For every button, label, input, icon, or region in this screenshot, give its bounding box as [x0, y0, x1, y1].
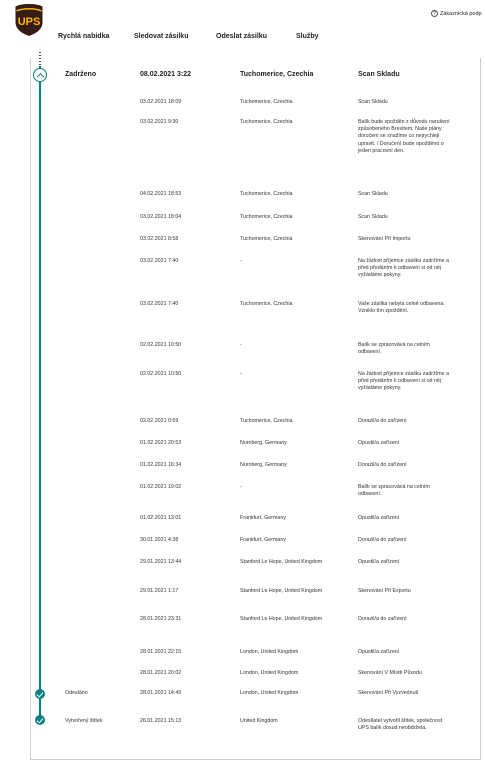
- event-activity: Dorazil/a do zařízení: [358, 537, 407, 543]
- event-status: Odesláno: [65, 690, 88, 696]
- event-activity: Skenování V Místě Původu: [358, 670, 422, 676]
- site-header: [0, 0, 485, 60]
- event-activity: Opustil/a zařízení: [358, 649, 400, 655]
- event-location: Tuchomerice, Czechia: [240, 71, 314, 78]
- nav-track[interactable]: Sledovat zásilku: [134, 33, 189, 40]
- event-activity: Scan Skladu: [358, 214, 388, 220]
- event-datetime: 03.02.2021 7:40: [140, 258, 179, 264]
- event-datetime: 03.02.2021 7:40: [140, 301, 179, 307]
- event-activity: Dorazil/a do zařízení: [358, 418, 407, 424]
- nav-quote[interactable]: Rychlá nabídka: [58, 33, 110, 40]
- event-datetime: 04.02.2021 18:53: [140, 191, 182, 197]
- event-activity: Opustil/a zařízení: [358, 515, 400, 521]
- event-location: Nurnberg, Germany: [240, 440, 287, 446]
- event-activity: Scan Skladu: [358, 191, 388, 197]
- event-datetime: 01.02.2021 13:01: [140, 515, 182, 521]
- help-icon: ?: [431, 10, 438, 17]
- event-datetime: 01.02.2021 19:02: [140, 484, 182, 490]
- event-activity: Scan Skladu: [358, 99, 388, 105]
- event-location: Stanford Le Hope, United Kingdom: [240, 588, 323, 594]
- event-datetime: 03.02.2021 18:04: [140, 214, 182, 220]
- nav-ship[interactable]: Odeslat zásilku: [216, 33, 267, 40]
- checkmark-icon: [35, 715, 45, 725]
- support-label: Zákaznická podp: [440, 10, 482, 17]
- event-datetime: 28.01.2021 14:49: [140, 690, 182, 696]
- event-datetime: 03.02.2021 8:58: [140, 236, 179, 242]
- event-location: Stanford Le Hope, United Kingdom: [240, 559, 323, 565]
- event-location: Frankfurt, Germany: [240, 515, 286, 521]
- timeline-continuation-dots: [39, 52, 41, 66]
- event-status: Zadrženo: [65, 71, 97, 78]
- event-datetime: 08.02.2021 3:22: [140, 71, 191, 78]
- event-location: -: [240, 258, 242, 264]
- checkmark-icon: [35, 689, 45, 699]
- event-location: Nurnberg, Germany: [240, 462, 287, 468]
- event-activity: Vaše zásilka nebyla celně odbavena. Vzniklo tím zpoždění.: [358, 301, 445, 315]
- event-location: Tuchomerice, Czechia: [240, 119, 293, 125]
- event-activity: Dorazil/a do zařízení: [358, 462, 407, 468]
- event-datetime: 28.01.2021 20:02: [140, 670, 182, 676]
- event-location: Tuchomerice, Czechia: [240, 191, 293, 197]
- event-location: Stanford Le Hope, United Kingdom: [240, 616, 323, 622]
- event-location: London, United Kingdom: [240, 690, 299, 696]
- event-activity: Opustil/a zařízení: [358, 440, 400, 446]
- event-datetime: 30.01.2021 4:38: [140, 537, 179, 543]
- event-activity: Odesílatel vytvořil štítek, společnost UPS balík dosud neobdržela.: [358, 718, 443, 732]
- collapse-history-icon[interactable]: [33, 68, 47, 82]
- event-location: -: [240, 484, 242, 490]
- event-datetime: 02.02.2021 0:59: [140, 418, 179, 424]
- event-location: Tuchomerice, Czechia: [240, 236, 293, 242]
- event-location: -: [240, 342, 242, 348]
- event-location: Frankfurt, Germany: [240, 537, 286, 543]
- event-activity: Skenování Při Exportu: [358, 588, 411, 594]
- event-activity: Skenování Při Vyzvednutí: [358, 690, 419, 696]
- event-datetime: 03.02.2021 18:09: [140, 99, 182, 105]
- event-activity: Na žádost příjemce zásilku zadržíme a před předáním k odbavení si od něj vyžádáme pokyny.: [358, 371, 449, 392]
- event-activity: Skenování Při Importu: [358, 236, 411, 242]
- event-location: London, United Kingdom: [240, 670, 299, 676]
- event-datetime: 03.02.2021 9:30: [140, 119, 179, 125]
- svg-text:UPS: UPS: [17, 16, 41, 28]
- event-datetime: 29.01.2021 13:44: [140, 559, 182, 565]
- event-activity: Balík bude zpožděn z důvodu narušení způsobeného Brexitem. Naše plány doručení se snažíme co nejrychleji upravit. / Doručení bude opožděno o jeden pracovní den.: [358, 119, 450, 154]
- event-datetime: 29.01.2021 1:17: [140, 588, 179, 594]
- event-location: -: [240, 371, 242, 377]
- event-datetime: 02.02.2021 10:50: [140, 371, 182, 377]
- event-activity: Balík se zpracovává na celním odbavení.: [358, 342, 430, 356]
- event-location: Tuchomerice, Czechia: [240, 301, 293, 307]
- event-status: Vytvořený štítek: [65, 718, 103, 724]
- event-location: Tuchomerice, Czechia: [240, 418, 293, 424]
- event-datetime: 01.02.2021 16:34: [140, 462, 182, 468]
- event-datetime: 28.01.2021 22:15: [140, 649, 182, 655]
- event-location: Tuchomerice, Czechia: [240, 99, 293, 105]
- event-datetime: 01.02.2021 20:53: [140, 440, 182, 446]
- nav-services[interactable]: Služby: [296, 33, 319, 40]
- event-activity: Dorazil/a do zařízení: [358, 616, 407, 622]
- event-datetime: 02.02.2021 10:50: [140, 342, 182, 348]
- ups-logo[interactable]: [14, 3, 44, 37]
- event-datetime: 26.01.2021 15:13: [140, 718, 182, 724]
- event-activity: Na žádost příjemce zásilku zadržíme a před předáním k odbavení si od něj vyžádáme pokyny.: [358, 258, 449, 279]
- timeline-line: [39, 66, 41, 722]
- event-datetime: 28.01.2021 23:31: [140, 616, 182, 622]
- event-activity: Scan Skladu: [358, 71, 400, 78]
- customer-support-link[interactable]: [431, 10, 482, 17]
- event-activity: Opustil/a zařízení: [358, 559, 400, 565]
- event-location: United Kingdom: [240, 718, 278, 724]
- event-location: Tuchomerice, Czechia: [240, 214, 293, 220]
- event-activity: Balík se zpracovává na celním odbavení.: [358, 484, 430, 498]
- event-location: London, United Kingdom: [240, 649, 299, 655]
